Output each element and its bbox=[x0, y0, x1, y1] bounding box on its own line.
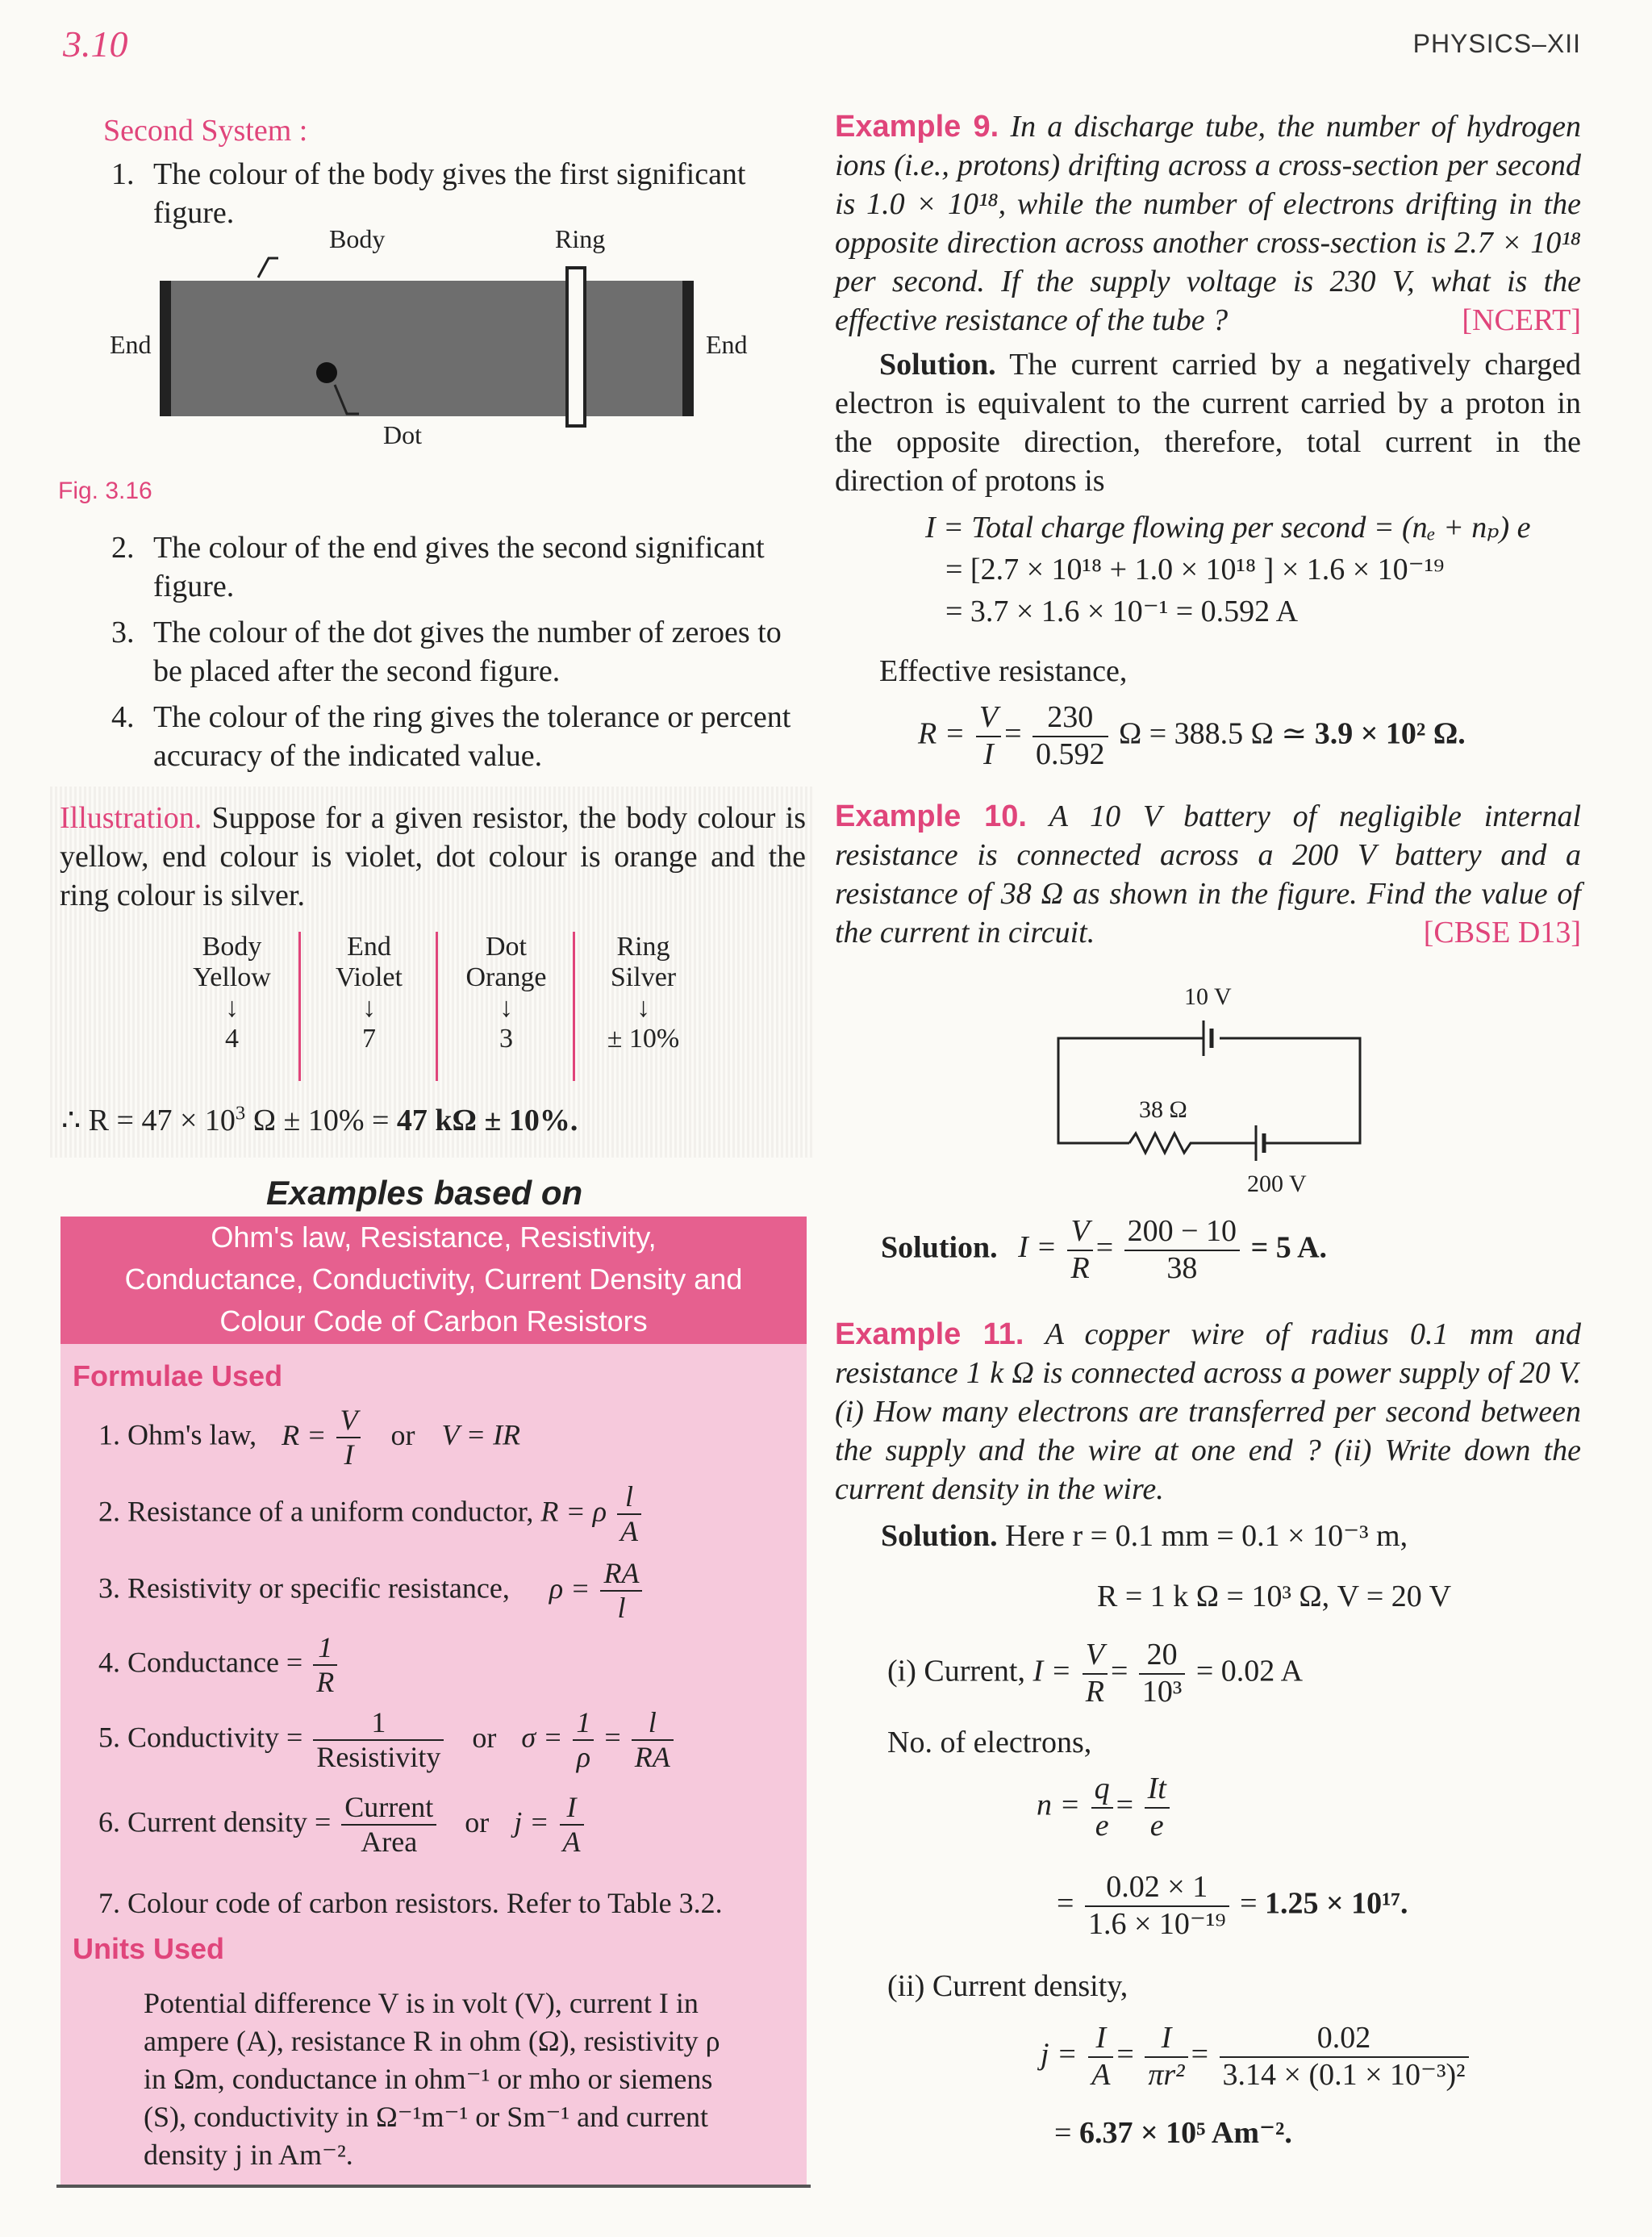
eq-lhs: I = bbox=[1018, 1230, 1057, 1265]
column-value: 7 bbox=[362, 1024, 376, 1054]
units-line: ampere (A), resistance R in ohm (Ω), resistivity ρ bbox=[144, 2025, 720, 2057]
formula-fraction bbox=[573, 1706, 594, 1775]
illustration-result bbox=[61, 1101, 578, 1140]
formula-number: 1. bbox=[98, 1418, 120, 1451]
formula-alt: V = IR bbox=[441, 1418, 521, 1451]
eq-tail: Ω = 388.5 Ω ≃ bbox=[1119, 716, 1308, 751]
solution-label: Solution. bbox=[879, 348, 996, 382]
column-head: Dot bbox=[486, 932, 527, 962]
down-arrow-icon: ↓ bbox=[636, 993, 650, 1023]
resistor-symbol bbox=[1129, 1133, 1195, 1153]
fraction-denominator: R bbox=[1085, 1674, 1104, 1709]
fraction-numerator: V bbox=[1083, 1638, 1108, 1675]
eq-lhs: n = bbox=[1037, 1788, 1081, 1822]
fraction-denominator: πr² bbox=[1148, 2057, 1185, 2092]
fraction-denominator: l bbox=[617, 1592, 626, 1625]
fraction-numerator: 1 bbox=[573, 1706, 594, 1741]
solution-label: Solution. bbox=[881, 1519, 998, 1553]
column-colour: Orange bbox=[465, 962, 547, 992]
label-end-left: End bbox=[110, 330, 152, 359]
item-number: 4. bbox=[111, 700, 135, 734]
formula-number: 2. bbox=[98, 1495, 120, 1528]
list-item bbox=[113, 528, 805, 606]
down-arrow-icon: ↓ bbox=[499, 993, 513, 1023]
fraction-denominator: A bbox=[1091, 2057, 1111, 2092]
fraction-numerator: 230 bbox=[1032, 700, 1108, 737]
formula-fraction bbox=[617, 1480, 641, 1549]
formula-number: 6. bbox=[98, 1805, 120, 1838]
formula-fraction bbox=[1067, 1214, 1092, 1286]
fraction-numerator: 0.02 × 1 bbox=[1085, 1870, 1229, 1907]
current-equation: (i) Current, I = $\frac{V}{R}$ = $\frac{20}{\text{10³}}$ = 0.02 A bbox=[887, 1638, 1304, 1709]
electrons-label: No. of electrons, bbox=[887, 1726, 1092, 1759]
formula-or: or bbox=[390, 1418, 415, 1451]
formula-fraction bbox=[336, 1404, 361, 1472]
column-head: Body bbox=[202, 932, 262, 962]
eq-result: 3.9 × 10² Ω. bbox=[1314, 716, 1466, 751]
fraction-numerator: V bbox=[1067, 1214, 1092, 1251]
formula-fraction bbox=[976, 700, 1001, 772]
illustration-label: Illustration. bbox=[60, 801, 202, 835]
column-colour: Violet bbox=[336, 962, 403, 992]
example-label: Example 9. bbox=[835, 110, 999, 144]
end-left-cap bbox=[160, 281, 171, 416]
down-arrow-icon: ↓ bbox=[362, 993, 376, 1023]
fraction-denominator: ρ bbox=[576, 1741, 591, 1774]
fraction-numerator: 200 − 10 bbox=[1124, 1214, 1240, 1251]
colour-code-table bbox=[165, 932, 714, 1081]
fraction-denominator: 3.14 × (0.1 × 10⁻³)² bbox=[1222, 2057, 1466, 2092]
column-value: ± 10% bbox=[607, 1024, 680, 1054]
formula-lhs: R = ρ bbox=[540, 1495, 607, 1528]
band-line: Ohm's law, Resistance, Resistivity, bbox=[211, 1221, 657, 1254]
formula-fraction bbox=[560, 1791, 584, 1859]
example-text: A 10 V battery of negligible internal resistance is connected across a 200 V battery and a resistance of 38 Ω as shown in the figure. Find the value of the current in circuit. bbox=[835, 799, 1582, 949]
formula-fraction bbox=[313, 1706, 444, 1775]
formula-or: or bbox=[472, 1721, 497, 1754]
equation-line: = 3.7 × 1.6 × 10⁻¹ = 0.592 A bbox=[945, 595, 1299, 628]
band-line: Colour Code of Carbon Resistors bbox=[219, 1304, 648, 1338]
formula-fraction bbox=[1124, 1214, 1240, 1286]
formula-item bbox=[98, 1404, 520, 1472]
page-number: 3.10 bbox=[63, 23, 128, 65]
example-text: In a discharge tube, the number of hydrogen ions (i.e., protons) drifting across a cross-section per second is 1.0 × 10¹⁸, while the number of electrons drifting in the opposite direction across another cross-section is 2.7 × 10¹⁸ per second. If the supply voltage is 230 V, what is the effective resistance of the tube ? bbox=[835, 110, 1582, 337]
formula-label: Conductance = bbox=[127, 1646, 303, 1679]
eq-result: = 5 A. bbox=[1250, 1230, 1328, 1265]
result-mid: Ω ± 10% = bbox=[245, 1104, 397, 1137]
fraction-denominator: RA bbox=[634, 1741, 670, 1774]
formula-item bbox=[98, 1884, 723, 1922]
fraction-numerator: I bbox=[1145, 2021, 1187, 2058]
formula-fraction bbox=[1139, 1638, 1185, 1709]
resistor-figure bbox=[56, 226, 782, 468]
formula-lhs: ρ = bbox=[549, 1571, 590, 1605]
illustration-body: Suppose for a given resistor, the body colour is yellow, end colour is violet, dot colour is orange and the ring colour is silver. bbox=[60, 801, 806, 912]
eq-lhs: R = bbox=[918, 716, 966, 751]
fraction-denominator: e bbox=[1095, 1808, 1109, 1843]
fraction-numerator: Current bbox=[341, 1791, 436, 1826]
circuit-wire bbox=[1220, 1038, 1360, 1143]
band-line: Conductance, Conductivity, Current Density and bbox=[124, 1262, 743, 1296]
formula-fraction bbox=[313, 1631, 337, 1700]
result-exponent: 3 bbox=[235, 1102, 246, 1125]
fraction-numerator: RA bbox=[600, 1557, 642, 1592]
circuit-diagram bbox=[1049, 980, 1387, 1198]
formula-fraction bbox=[341, 1791, 436, 1859]
equation-line: I = Total charge flowing per second = (nₑ + nₚ) e bbox=[925, 511, 1531, 545]
units-line: in Ωm, conductance in ohm⁻¹ or mho or siemens bbox=[144, 2063, 713, 2095]
source-tag: [CBSE D13] bbox=[1423, 916, 1581, 949]
equation-line: R = 1 k Ω = 10³ Ω, V = 20 V bbox=[1097, 1580, 1452, 1613]
table-divider bbox=[436, 932, 438, 1081]
item-number: 3. bbox=[111, 616, 135, 649]
end-right-cap bbox=[682, 281, 694, 416]
formula-equals: = bbox=[604, 1721, 621, 1754]
illustration-text bbox=[60, 799, 806, 915]
column-head: Ring bbox=[616, 932, 670, 962]
eq-lhs: j = bbox=[1041, 2037, 1078, 2072]
fraction-denominator: R bbox=[316, 1666, 335, 1699]
fraction-denominator: A bbox=[620, 1515, 638, 1548]
fraction-numerator: I bbox=[1088, 2021, 1113, 2058]
table-divider bbox=[298, 932, 301, 1081]
item-number: 2. bbox=[111, 531, 135, 565]
label-ring: Ring bbox=[555, 226, 606, 253]
column-value: 4 bbox=[225, 1024, 239, 1054]
example-9 bbox=[835, 107, 1581, 340]
units-text bbox=[144, 1985, 797, 2174]
list-item bbox=[113, 698, 805, 775]
solution-label: Solution. bbox=[881, 1230, 998, 1265]
units-line: density j in Am⁻². bbox=[144, 2139, 353, 2171]
formula-item bbox=[98, 1791, 587, 1859]
formula-number: 3. bbox=[98, 1571, 120, 1605]
formula-label: Resistivity or specific resistance, bbox=[127, 1571, 510, 1605]
formula-number: 4. bbox=[98, 1646, 120, 1679]
example-text: A copper wire of radius 0.1 mm and resistance 1 k Ω is connected across a power supply of 20 V. (i) How many electrons are transferred per second between the supply and the wire at one end ? (ii) Write down the current density in the wire. bbox=[835, 1317, 1581, 1506]
example-11 bbox=[835, 1315, 1581, 1509]
formula-fraction bbox=[1085, 1870, 1229, 1942]
example-9-solution bbox=[835, 345, 1581, 500]
formula-item bbox=[98, 1480, 645, 1549]
result-bold: 47 kΩ ± 10%. bbox=[396, 1104, 578, 1137]
fraction-numerator: l bbox=[617, 1480, 641, 1515]
formula-number: 5. bbox=[98, 1721, 120, 1754]
formula-fraction bbox=[600, 1557, 642, 1626]
table-column bbox=[165, 932, 298, 1054]
density-result bbox=[1054, 2114, 1292, 2152]
equation-line: = [2.7 × 10¹⁸ + 1.0 × 10¹⁸ ] × 1.6 × 10⁻¹⁹ bbox=[945, 553, 1445, 586]
resistance-equation: R = $\frac{V}{I}$ = $\frac{230}{0.592}$ Ω = 388.5 Ω ≃ 3.9 × 10² Ω. bbox=[918, 700, 1466, 771]
source-tag: [NCERT] bbox=[1462, 303, 1581, 337]
item-text: The colour of the ring gives the tolerance or percent accuracy of the indicated value. bbox=[153, 700, 791, 773]
eq-lhs: I = bbox=[1032, 1654, 1072, 1688]
examples-heading: Examples based on bbox=[266, 1174, 583, 1212]
fraction-numerator: 1 bbox=[313, 1631, 337, 1666]
examples-bottom-rule bbox=[56, 2185, 811, 2188]
formula-lhs: j = bbox=[514, 1805, 549, 1838]
example-10-solution: Solution. I = $\frac{V}{R}$ = $\frac{200 - 10}{38}$ = 5 A. bbox=[881, 1214, 1328, 1285]
fraction-denominator: 0.592 bbox=[1036, 737, 1105, 771]
fraction-numerator: V bbox=[336, 1404, 361, 1438]
label-10v: 10 V bbox=[1184, 983, 1232, 1010]
fraction-denominator: 38 bbox=[1166, 1250, 1198, 1285]
dot-mark bbox=[316, 362, 337, 383]
table-column bbox=[577, 932, 710, 1054]
formula-number: 7. bbox=[98, 1887, 120, 1919]
formula-lhs: σ = bbox=[521, 1721, 563, 1754]
fraction-numerator: 20 bbox=[1139, 1638, 1185, 1675]
fraction-numerator: V bbox=[976, 700, 1001, 737]
fraction-numerator: 1 bbox=[313, 1706, 444, 1741]
down-arrow-icon: ↓ bbox=[225, 993, 239, 1023]
formula-fraction bbox=[1145, 1772, 1170, 1843]
fraction-denominator: A bbox=[562, 1826, 581, 1859]
examples-band bbox=[60, 1217, 807, 1344]
fraction-denominator: e bbox=[1149, 1808, 1164, 1843]
formula-fraction bbox=[1032, 700, 1108, 772]
fraction-numerator: It bbox=[1145, 1772, 1170, 1809]
fraction-denominator: 1.6 × 10⁻¹⁹ bbox=[1087, 1906, 1226, 1941]
solution-text: Here r = 0.1 mm = 0.1 × 10⁻³ m, bbox=[1005, 1519, 1408, 1553]
formula-label: Current density = bbox=[127, 1805, 332, 1838]
example-11-solution bbox=[881, 1517, 1408, 1555]
formula-or: or bbox=[465, 1805, 490, 1838]
formula-fraction bbox=[1091, 1772, 1113, 1843]
electron-result: = $\frac{0.02 \times 1}{\text{1.6 × 10⁻¹⁹}}$ = 1.25 × 10¹⁷. bbox=[1057, 1870, 1408, 1941]
fraction-denominator: I bbox=[344, 1438, 354, 1471]
formula-fraction bbox=[1088, 2021, 1113, 2093]
label-200v: 200 V bbox=[1247, 1171, 1307, 1197]
list-item bbox=[113, 155, 805, 232]
example-label: Example 11. bbox=[835, 1317, 1024, 1351]
example-label: Example 10. bbox=[835, 799, 1027, 833]
formula-item bbox=[98, 1557, 645, 1626]
formula-label: Resistance of a uniform conductor, bbox=[127, 1495, 534, 1528]
formulae-title: Formulae Used bbox=[73, 1359, 283, 1392]
item-number: 1. bbox=[111, 157, 135, 191]
effective-label: Effective resistance, bbox=[879, 654, 1128, 688]
circuit-wire bbox=[1058, 1038, 1204, 1143]
eq-tail: = bbox=[1240, 1886, 1258, 1921]
fraction-numerator: q bbox=[1091, 1772, 1113, 1809]
column-value: 3 bbox=[499, 1024, 513, 1054]
column-head: End bbox=[347, 932, 391, 962]
units-title: Units Used bbox=[73, 1932, 225, 1965]
density-label: (ii) Current density, bbox=[887, 1969, 1128, 2003]
units-line: Potential difference V is in volt (V), current I in bbox=[144, 1987, 699, 2019]
resistor-body bbox=[160, 281, 694, 416]
item-text: The colour of the dot gives the number of zeroes to be placed after the second figure. bbox=[153, 616, 782, 688]
fraction-denominator: 10³ bbox=[1141, 1674, 1183, 1709]
eq-equals: = bbox=[1054, 2116, 1072, 2150]
result-prefix: ∴ R = 47 × 10 bbox=[61, 1104, 236, 1137]
table-divider bbox=[573, 932, 575, 1081]
label-body: Body bbox=[329, 226, 386, 253]
fraction-denominator: R bbox=[1070, 1250, 1090, 1285]
fraction-denominator: Area bbox=[361, 1826, 418, 1859]
column-colour: Silver bbox=[610, 962, 677, 992]
body-leader bbox=[258, 258, 278, 278]
current-label: (i) Current, bbox=[887, 1654, 1025, 1688]
fraction-denominator: Resistivity bbox=[316, 1741, 441, 1774]
label-38-ohm: 38 Ω bbox=[1139, 1096, 1187, 1123]
formula-fraction bbox=[1145, 2021, 1187, 2093]
item-text: The colour of the body gives the first significant figure. bbox=[153, 157, 746, 230]
electron-equation: n = $\frac{q}{e}$ = $\frac{It}{e}$ bbox=[1037, 1772, 1173, 1843]
formula-label: Ohm's law, bbox=[127, 1418, 257, 1451]
item-text: The colour of the end gives the second significant figure. bbox=[153, 531, 765, 603]
solution-text: The current carried by a negatively charged electron is equivalent to the current carried by a proton in the opposite direction, therefore, total current in the direction of protons is bbox=[835, 348, 1581, 498]
table-column bbox=[302, 932, 436, 1054]
section-title: Second System : bbox=[103, 114, 308, 148]
formula-item bbox=[98, 1706, 677, 1775]
fraction-numerator: 0.02 bbox=[1220, 2021, 1469, 2058]
fraction-numerator: I bbox=[560, 1791, 584, 1826]
density-equation: j = $\frac{I}{A}$ = $\frac{I}{\text{πr²}}$ = $\frac{0.02}{\text{3.14 × (0.1 × 10⁻³)²}}$ bbox=[1041, 2021, 1472, 2093]
table-column bbox=[440, 932, 573, 1054]
formula-item bbox=[98, 1631, 340, 1700]
list-item bbox=[113, 613, 805, 691]
fraction-numerator: l bbox=[632, 1706, 674, 1741]
formula-label: Colour code of carbon resistors. Refer to Table 3.2. bbox=[127, 1887, 723, 1919]
column-colour: Yellow bbox=[193, 962, 271, 992]
formula-lhs: R = bbox=[282, 1418, 327, 1451]
running-head: PHYSICS–XII bbox=[1412, 29, 1581, 58]
formula-fraction bbox=[1220, 2021, 1469, 2093]
example-10 bbox=[835, 797, 1581, 952]
formula-label: Conductivity = bbox=[127, 1721, 303, 1754]
formula-fraction bbox=[632, 1706, 674, 1775]
eq-tail: = 0.02 A bbox=[1195, 1654, 1304, 1688]
figure-caption: Fig. 3.16 bbox=[58, 478, 152, 504]
eq-result: 1.25 × 10¹⁷. bbox=[1265, 1886, 1408, 1921]
ring-band bbox=[567, 268, 585, 426]
fraction-denominator: I bbox=[983, 737, 994, 771]
label-end-right: End bbox=[706, 330, 748, 359]
label-dot: Dot bbox=[383, 420, 422, 449]
units-line: (S), conductivity in Ω⁻¹m⁻¹ or Sm⁻¹ and current bbox=[144, 2101, 709, 2133]
formula-fraction bbox=[1083, 1638, 1108, 1709]
eq-result: 6.37 × 10⁵ Am⁻². bbox=[1078, 2116, 1292, 2150]
